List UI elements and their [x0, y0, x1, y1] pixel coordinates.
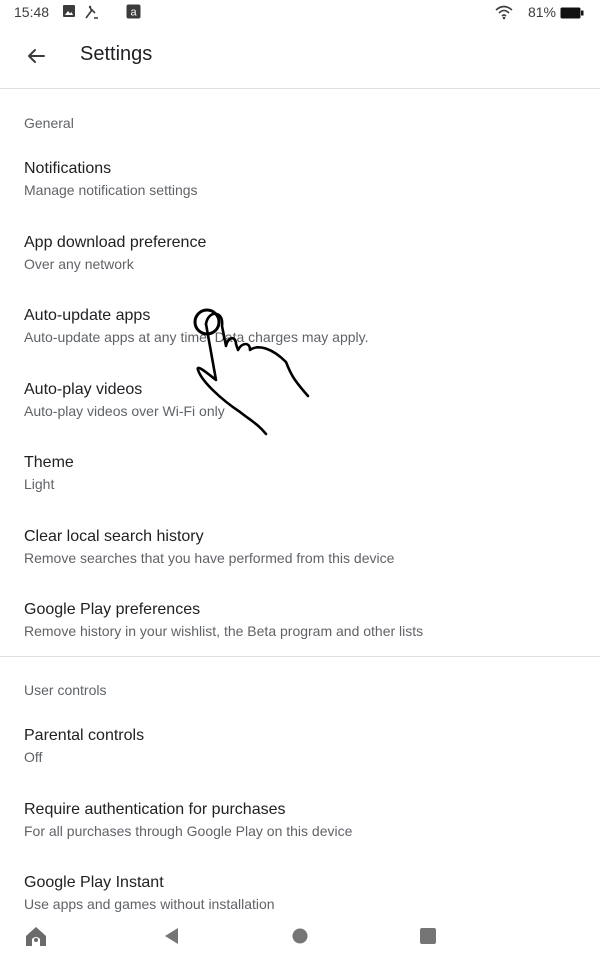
image-notification-icon [62, 4, 76, 21]
circle-home-icon [288, 924, 312, 948]
nav-back-button[interactable] [160, 924, 184, 948]
pref-google-play-instant[interactable] [0, 874, 600, 914]
section-header-general: General [24, 115, 74, 131]
pref-theme[interactable] [0, 454, 600, 528]
square-recents-icon [416, 924, 440, 948]
pref-summary: Remove history in your wishlist, the Beta program and other lists [24, 623, 424, 639]
pref-summary: Auto-play videos over Wi-Fi only [24, 403, 225, 419]
pref-title: App download preference [24, 234, 207, 251]
pref-summary: Off [24, 749, 43, 765]
pref-require-authentication[interactable] [0, 801, 600, 875]
pref-parental-controls[interactable] [0, 727, 600, 801]
kindle-reader-icon [84, 4, 100, 23]
nav-home-button[interactable] [288, 924, 312, 948]
pref-summary: Manage notification settings [24, 182, 198, 198]
triangle-back-icon [160, 924, 184, 948]
pref-notifications[interactable] [0, 160, 600, 234]
pref-summary: Remove searches that you have performed from this device [24, 550, 395, 566]
pref-title: Auto-update apps [24, 307, 151, 324]
pref-title: Clear local search history [24, 528, 204, 545]
section-divider [0, 656, 600, 657]
pref-summary: For all purchases through Google Play on this device [24, 823, 353, 839]
status-bar [0, 0, 600, 24]
pref-summary: Light [24, 476, 55, 492]
amazon-app-icon [126, 4, 141, 22]
pref-auto-update-apps[interactable] [0, 307, 600, 381]
launcher-home-button[interactable] [24, 924, 48, 948]
pref-app-download-preference[interactable] [0, 234, 600, 308]
battery-percent: 81% [527, 4, 556, 20]
pref-summary: Use apps and games without installation [24, 896, 275, 912]
app-bar [0, 24, 600, 89]
pref-title: Notifications [24, 160, 112, 177]
pref-google-play-preferences[interactable] [0, 601, 600, 675]
pref-title: Require authentication for purchases [24, 801, 286, 818]
arrow-back-icon [22, 42, 50, 70]
page-title: Settings [80, 43, 153, 65]
svg-text:a: a [130, 6, 137, 19]
pref-title: Auto-play videos [24, 381, 143, 398]
pref-title: Google Play Instant [24, 874, 164, 891]
pref-summary: Auto-update apps at any time. Data charges may apply. [24, 329, 369, 345]
pref-auto-play-videos[interactable] [0, 381, 600, 455]
pref-title: Parental controls [24, 727, 145, 744]
pref-title: Google Play preferences [24, 601, 201, 618]
back-button[interactable] [22, 42, 50, 70]
system-nav-bar [0, 912, 600, 960]
wifi-icon [494, 4, 514, 23]
launcher-home-icon [24, 924, 48, 948]
pref-summary: Over any network [24, 256, 134, 272]
section-header-user-controls: User controls [24, 682, 107, 698]
status-time: 15:48 [14, 4, 50, 20]
nav-recents-button[interactable] [416, 924, 440, 948]
pref-clear-local-search-history[interactable] [0, 528, 600, 602]
pref-title: Theme [24, 454, 74, 471]
battery-icon [560, 6, 584, 22]
